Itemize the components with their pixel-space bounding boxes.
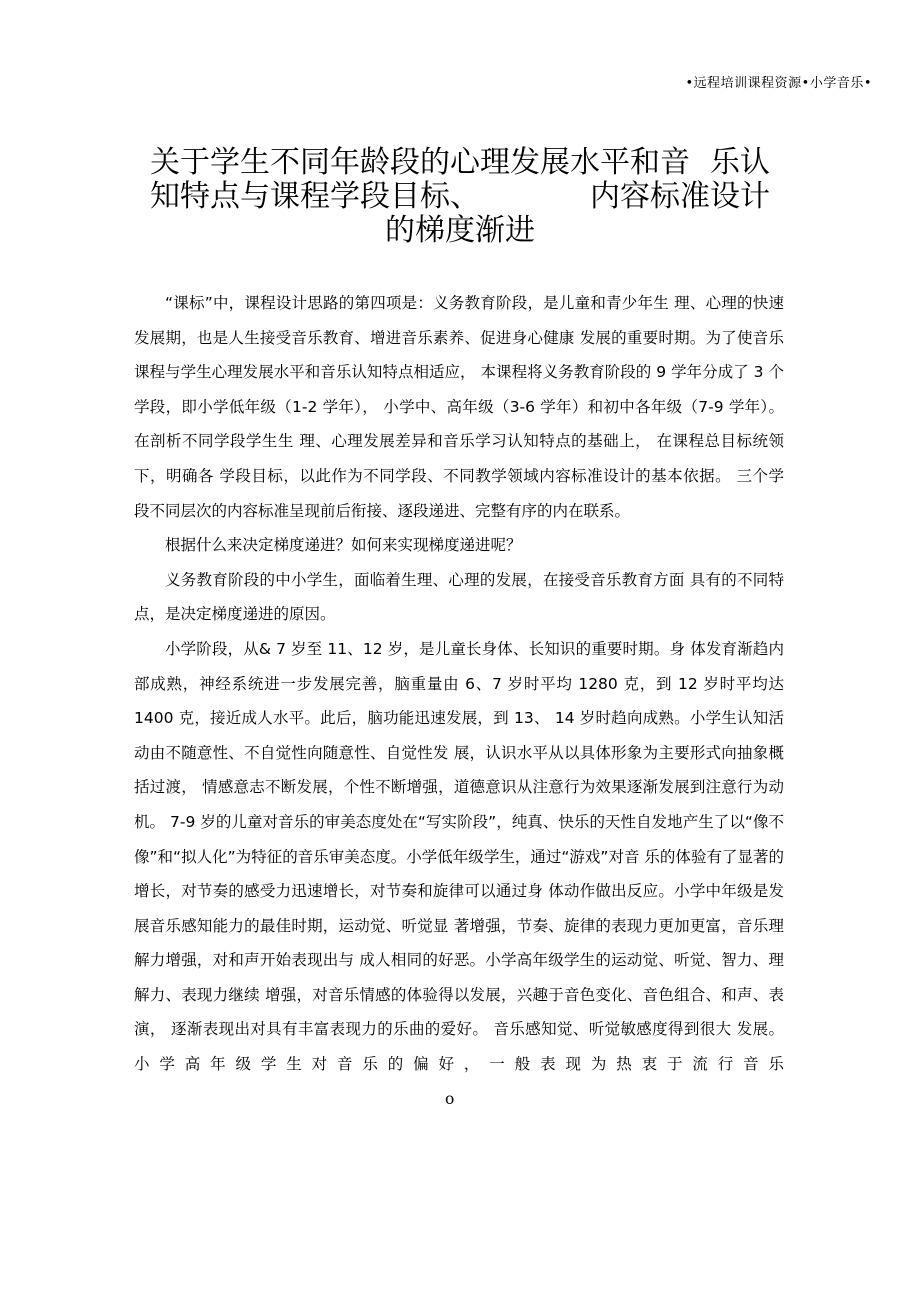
- end-mark: o: [445, 1089, 455, 1108]
- paragraph-curriculum-standard: “课标”中，课程设计思路的第四项是：义务教育阶段，是儿童和青少年生 理、心理的快速发展期，也是人生接受音乐教育、增进音乐素养、促进身心健康 发展的重要时期。为了使音乐课程与学生心理发展水平和音乐认知特点相适应， 本课程将义务教育阶段的 9 学年分成了 3 个学段，即小学低年级（1-2 学年）， 小学中、高年级（3-6 学年）和初中各年级（7-9 学年）。在剖析不同学段学生生 理、心理发展差异和音乐学习认知特点的基础上， 在课程总目标统领下，明确各 学段目标，以此作为不同学段、不同教学领域内容标准设计的基本依据。 三个学 段不同层次的内容标准呈现前后衔接、逐段递进、完整有序的内在联系。: [134, 294, 784, 520]
- title-line-1: [100, 146, 820, 180]
- title-line-1-part-a: 关于学生不同年龄段的心理发展水平和音: [150, 145, 690, 180]
- title-line-2-part-a: 知特点与课程学段目标、: [150, 179, 480, 214]
- header-note: •远程培训课程资源•小学音乐•: [685, 76, 872, 91]
- title-line-3: 的梯度渐进: [385, 213, 535, 248]
- title-line-2: [100, 180, 820, 214]
- page-title: [100, 146, 820, 248]
- title-line-1-part-b: 乐认: [710, 145, 770, 180]
- paragraph-question: 根据什么来决定梯度递进？如何来实现梯度递进呢？: [165, 536, 522, 555]
- title-line-2-part-b: 内容标准设计: [590, 179, 770, 214]
- paragraph-primary-school-text: 小学阶段，从& 7 岁至 11、12 岁，是儿童长身体、长知识的重要时期。身 体发育渐趋内部成熟，神经系统进一步发展完善，脑重量由 6、7 岁时平均 1280 克，到 12 岁时平均达 1400 克，接近成人水平。此后，脑功能迅速发展，到 13、 14 岁时趋向成熟。小学生认知活动由不随意性、不自觉性向随意性、自觉性发 展，认识水平从以具体形象为主要形式向抽象概括过渡， 情感意志不断发展，个性不断增强，道德意识从注意行为效果逐渐发展到注意行为动机。 7-9 岁的儿童对音乐的审美态度处在“写实阶段”，纯真、快乐的天性自发地产生了以“像不 像”和“拟人化”为特征的音乐审美态度。小学低年级学生，通过“游戏”对音 乐的体验有了显著的增长，对节奏的感受力迅速增长，对节奏和旋律可以通过身 体动作做出反应。小学中年级是发展音乐感知能力的最佳时期，运动觉、听觉显 著增强，节奏、旋律的表现力更加更富，音乐理解力增强，对和声开始表现出与 成人相同的好恶。小学高年级学生的运动觉、听觉、智力、理解力、表现力继续 增强，对音乐情感的体验得以发展，兴趣于音色变化、音色组合、和声、表演， 逐渐表现出对具有丰富表现力的乐曲的爱好。 音乐感知觉、听觉敏感度得到很大 发展。小学高年级学生对音乐的偏好，一般表现为热衷于流行音乐: [134, 639, 784, 1074]
- paragraph-primary-school: [134, 632, 784, 1116]
- body-text: [134, 286, 784, 1116]
- paragraph-reason: 义务教育阶段的中小学生，面临着生理、心理的发展，在接受音乐教育方面 具有的不同特点，是决定梯度递进的原因。: [134, 570, 784, 624]
